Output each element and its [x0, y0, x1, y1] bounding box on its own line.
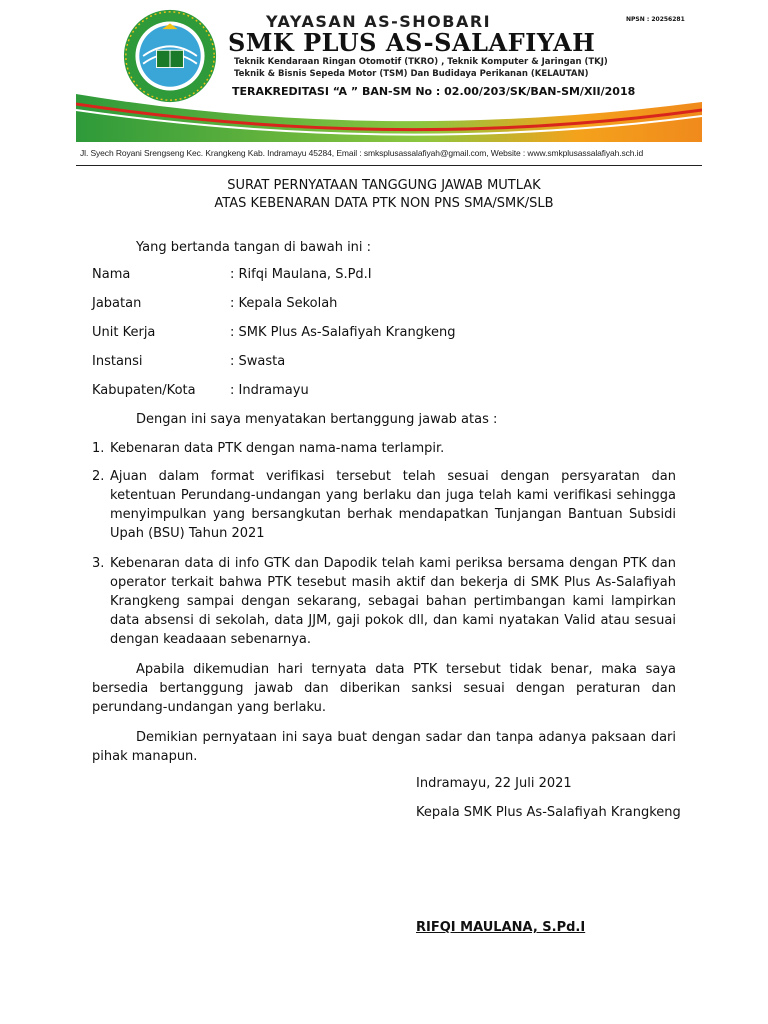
list-item-number: 3.	[92, 556, 105, 571]
list-item-number: 2.	[92, 469, 105, 484]
signer-title: Kepala SMK Plus As-Salafiyah Krangkeng	[416, 805, 681, 820]
intro-text: Yang bertanda tangan di bawah ini :	[136, 240, 372, 255]
identity-value-regency: : Indramayu	[230, 383, 309, 398]
program-line-2: Teknik & Bisnis Sepeda Motor (TSM) Dan Budidaya Perikanan (KELAUTAN)	[234, 69, 589, 79]
place-date: Indramayu, 22 Juli 2021	[416, 776, 572, 791]
school-crest-icon	[122, 8, 218, 104]
list-item-text: Kebenaran data di info GTK dan Dapodik telah kami periksa bersama dengan PTK dan operator terkait bahwa PTK tesebut masih aktif dan bekerja di SMK Plus As-Salafiyah Krangkeng sampai dengan sekarang, sebagai bahan pertimbangan kami lampirkan data absensi di sekolah, data JJM, gaji pokok dll, dan kami nyatakan Valid atau sesuai dengan keadaaan sebenarnya.	[110, 556, 676, 647]
school-address: Jl. Syech Royani Srengseng Kec. Krangkeng Kab. Indramayu 45284, Email : smksplusassalafiyah@gmail.com, Website : www.smkplusassalafiyah.sch.id	[80, 148, 644, 158]
document-title-line-2: ATAS KEBENARAN DATA PTK NON PNS SMA/SMK/SLB	[214, 196, 554, 211]
school-name: SMK PLUS AS-SALAFIYAH	[228, 28, 596, 57]
accreditation-line: TERAKREDITASI “A ” BAN-SM No : 02.00/203/SK/BAN-SM/XII/2018	[232, 85, 636, 98]
signer-name: RIFQI MAULANA, S.Pd.I	[416, 920, 586, 935]
closing-paragraph: Demikian pernyataan ini saya buat dengan sadar dan tanpa adanya paksaan dari pihak manapun.	[92, 730, 676, 764]
program-line-1: Teknik Kendaraan Ringan Otomotif (TKRO) , Teknik Komputer & Jaringan (TKJ)	[234, 57, 608, 67]
list-item-text: Ajuan dalam format verifikasi tersebut telah sesuai dengan persyaratan dan ketentuan Perundang-undangan yang berlaku dan juga telah kami verifikasi sehingga menyimpulkan yang bersangkutan berhak mendapatkan Tunjangan Bantuan Subsidi Upah (BSU) Tahun 2021	[110, 469, 676, 541]
document-title-line-1: SURAT PERNYATAAN TANGGUNG JAWAB MUTLAK	[227, 178, 541, 193]
letterhead-divider	[76, 165, 702, 166]
statement-text: Dengan ini saya menyatakan bertanggung jawab atas :	[136, 412, 498, 427]
list-item-number: 1.	[92, 441, 105, 456]
identity-label-regency: Kabupaten/Kota	[92, 383, 196, 398]
list-item-text: Kebenaran data PTK dengan nama-nama terlampir.	[110, 441, 445, 456]
identity-value-unit: : SMK Plus As-Salafiyah Krangkeng	[230, 325, 456, 340]
identity-label-position: Jabatan	[92, 296, 142, 311]
identity-label-unit: Unit Kerja	[92, 325, 156, 340]
npsn-label: NPSN : 20256281	[626, 16, 685, 23]
identity-label-name: Nama	[92, 267, 131, 282]
identity-label-institution: Instansi	[92, 354, 143, 369]
identity-value-name: : Rifqi Maulana, S.Pd.I	[230, 267, 372, 282]
letterhead	[76, 0, 702, 170]
foundation-name: YAYASAN AS-SHOBARI	[266, 12, 492, 31]
letterhead-swoosh	[76, 94, 702, 142]
identity-value-position: : Kepala Sekolah	[230, 296, 338, 311]
liability-paragraph: Apabila dikemudian hari ternyata data PTK tersebut tidak benar, maka saya bersedia bertanggung jawab dan diberikan sanksi sesuai dengan peraturan dan perundang-undangan yang berlaku.	[92, 662, 676, 715]
identity-value-institution: : Swasta	[230, 354, 286, 369]
